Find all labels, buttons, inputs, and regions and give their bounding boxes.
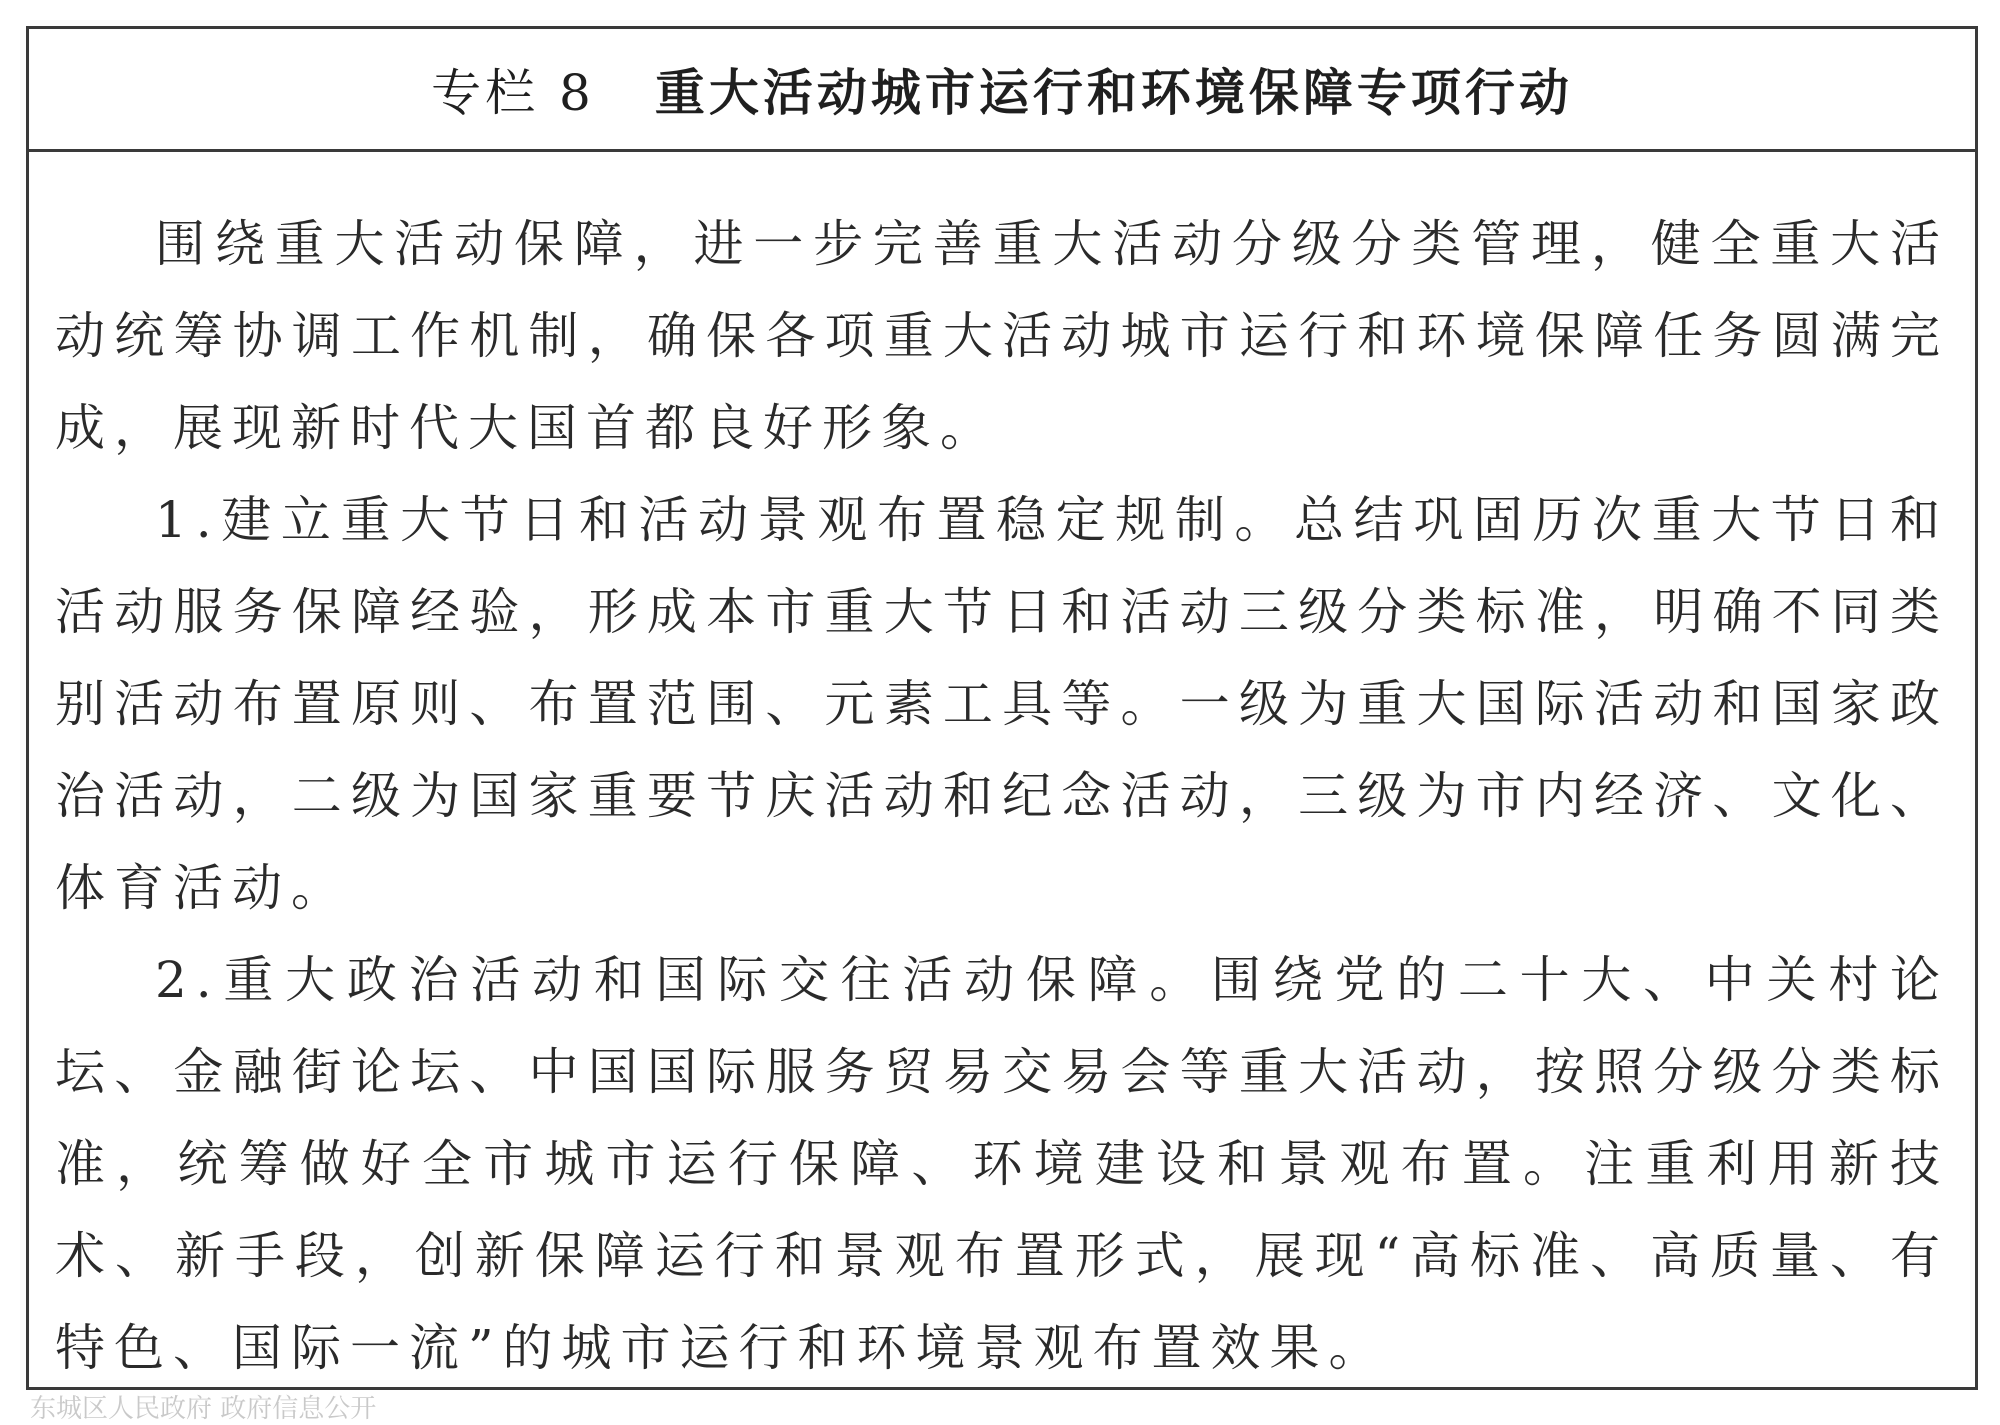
column-title: 重大活动城市运行和环境保障专项行动 [654,64,1573,122]
item-1-paragraph: 1.建立重大节日和活动景观布置稳定规制。总结巩固历次重大节日和活动服务保障经验，形成本市重大节日和活动三级分类标准，明确不同类别活动布置原则、布置范围、元素工具等。一级为重大国际活动和国家政治活动，二级为国家重要节庆活动和纪念活动，三级为市内经济、文化、体育活动。 [55,491,1949,917]
column-header [29,29,1975,152]
feature-column-box [26,26,1978,1390]
watermark-text: 东城区人民政府 政府信息公开 [30,1394,377,1424]
column-number-label: 专栏 8 [431,64,595,122]
item-2-paragraph: 2.重大政治活动和国际交往活动保障。围绕党的二十大、中关村论坛、金融街论坛、中国国际服务贸易交易会等重大活动，按照分级分类标准，统筹做好全市城市运行保障、环境建设和景观布置。注重利用新技术、新手段，创新保障运行和景观布置形式，展现“高标准、高质量、有特色、国际一流”的城市运行和环境景观布置效果。 [55,951,1949,1377]
column-body [29,152,1975,1394]
intro-paragraph: 围绕重大活动保障，进一步完善重大活动分级分类管理，健全重大活动统筹协调工作机制，确保各项重大活动城市运行和环境保障任务圆满完成，展现新时代大国首都良好形象。 [55,215,1949,457]
